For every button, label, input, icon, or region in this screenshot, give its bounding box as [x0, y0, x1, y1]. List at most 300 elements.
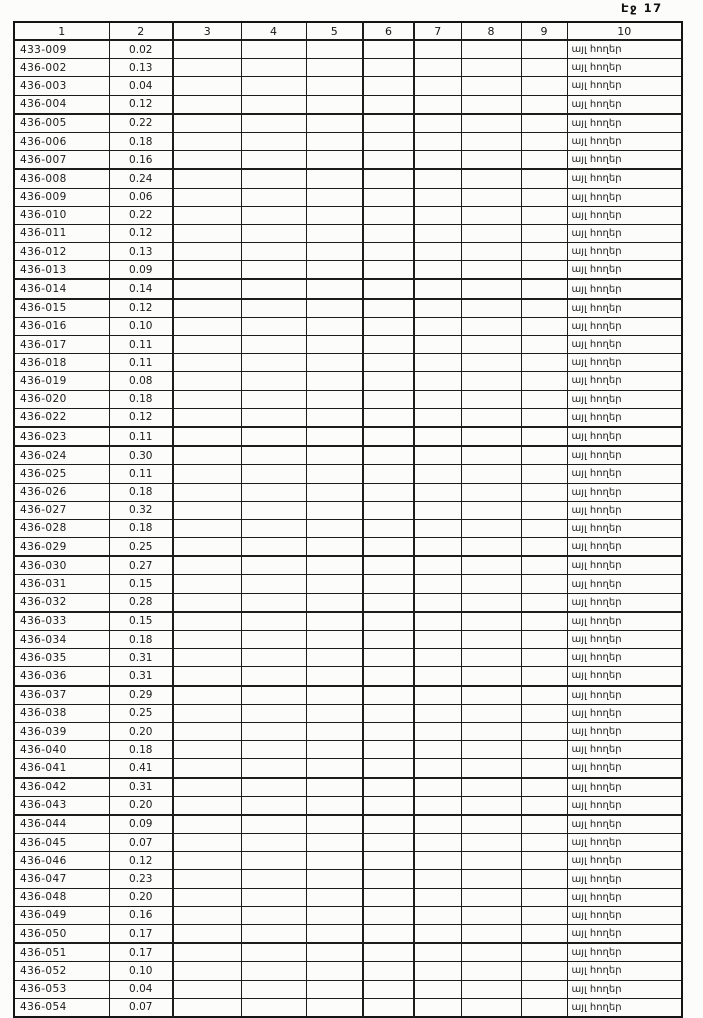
cell-empty	[306, 649, 363, 667]
cell-empty	[241, 759, 306, 778]
cell-empty	[363, 114, 414, 133]
table-row	[14, 224, 682, 242]
cell-land-type: այլ հողեր	[567, 631, 682, 649]
cell-empty	[363, 354, 414, 372]
cell-empty	[306, 483, 363, 501]
cell-empty	[173, 686, 241, 705]
cell-empty	[461, 446, 521, 465]
cell-empty	[363, 593, 414, 612]
cell-parcel-code: 436-044	[14, 815, 109, 834]
cell-parcel-code: 436-015	[14, 299, 109, 318]
cell-area-value: 0.15	[109, 575, 173, 593]
cell-parcel-code: 436-034	[14, 631, 109, 649]
cell-land-type: այլ հողեր	[567, 77, 682, 95]
cell-area-value: 0.27	[109, 556, 173, 575]
cell-empty	[414, 483, 461, 501]
cell-empty	[461, 299, 521, 318]
cell-empty	[306, 998, 363, 1017]
cell-empty	[521, 354, 567, 372]
cell-empty	[363, 206, 414, 224]
cell-empty	[173, 188, 241, 206]
cell-land-type: այլ հողեր	[567, 206, 682, 224]
cell-empty	[306, 243, 363, 261]
cell-area-value: 0.25	[109, 538, 173, 557]
cell-empty	[306, 796, 363, 815]
cell-empty	[241, 815, 306, 834]
table-row	[14, 612, 682, 631]
cell-empty	[414, 132, 461, 150]
cell-empty	[241, 593, 306, 612]
table-row	[14, 778, 682, 797]
cell-parcel-code: 436-024	[14, 446, 109, 465]
cell-empty	[363, 132, 414, 150]
table-row	[14, 188, 682, 206]
cell-parcel-code: 436-020	[14, 390, 109, 408]
cell-empty	[521, 888, 567, 906]
cell-empty	[241, 224, 306, 242]
land-parcels-table	[13, 21, 683, 1018]
cell-empty	[306, 372, 363, 390]
cell-empty	[241, 243, 306, 261]
table-row	[14, 114, 682, 133]
cell-empty	[306, 206, 363, 224]
cell-empty	[241, 943, 306, 962]
cell-area-value: 0.18	[109, 519, 173, 537]
cell-empty	[363, 279, 414, 298]
cell-empty	[521, 243, 567, 261]
cell-empty	[241, 427, 306, 446]
cell-area-value: 0.13	[109, 59, 173, 77]
cell-empty	[363, 336, 414, 354]
cell-empty	[461, 870, 521, 888]
table-row	[14, 390, 682, 408]
table-row	[14, 132, 682, 150]
cell-empty	[241, 336, 306, 354]
cell-land-type: այլ հողեր	[567, 95, 682, 114]
cell-parcel-code: 436-005	[14, 114, 109, 133]
cell-land-type: այլ հողեր	[567, 575, 682, 593]
cell-empty	[521, 390, 567, 408]
cell-empty	[414, 224, 461, 242]
cell-land-type: այլ հողեր	[567, 834, 682, 852]
cell-empty	[241, 575, 306, 593]
cell-empty	[363, 188, 414, 206]
cell-area-value: 0.10	[109, 317, 173, 335]
cell-empty	[363, 667, 414, 686]
cell-empty	[414, 519, 461, 537]
cell-land-type: այլ հողեր	[567, 593, 682, 612]
cell-empty	[521, 796, 567, 815]
cell-empty	[306, 870, 363, 888]
table-row	[14, 465, 682, 483]
cell-empty	[241, 538, 306, 557]
cell-parcel-code: 436-042	[14, 778, 109, 797]
cell-land-type: այլ հողեր	[567, 612, 682, 631]
cell-empty	[241, 612, 306, 631]
cell-empty	[363, 169, 414, 188]
cell-land-type: այլ հողեր	[567, 372, 682, 390]
cell-area-value: 0.09	[109, 261, 173, 280]
cell-empty	[363, 815, 414, 834]
cell-empty	[173, 336, 241, 354]
column-header: 10	[567, 22, 682, 40]
table-row	[14, 888, 682, 906]
cell-land-type: այլ հողեր	[567, 336, 682, 354]
cell-empty	[173, 317, 241, 335]
cell-empty	[363, 151, 414, 170]
table-row	[14, 870, 682, 888]
cell-empty	[521, 686, 567, 705]
cell-empty	[173, 741, 241, 759]
cell-area-value: 0.20	[109, 796, 173, 815]
cell-empty	[363, 40, 414, 59]
cell-empty	[306, 261, 363, 280]
cell-empty	[461, 667, 521, 686]
cell-land-type: այլ հողեր	[567, 390, 682, 408]
cell-empty	[241, 95, 306, 114]
table-row	[14, 261, 682, 280]
cell-land-type: այլ հողեր	[567, 483, 682, 501]
cell-empty	[414, 556, 461, 575]
cell-empty	[173, 778, 241, 797]
cell-empty	[521, 501, 567, 519]
cell-empty	[306, 667, 363, 686]
cell-empty	[241, 556, 306, 575]
cell-empty	[414, 151, 461, 170]
cell-empty	[461, 465, 521, 483]
cell-empty	[173, 906, 241, 924]
cell-parcel-code: 436-046	[14, 852, 109, 870]
cell-parcel-code: 436-012	[14, 243, 109, 261]
table-row	[14, 852, 682, 870]
cell-empty	[241, 519, 306, 537]
cell-empty	[363, 372, 414, 390]
cell-empty	[241, 390, 306, 408]
cell-empty	[461, 980, 521, 998]
cell-empty	[363, 722, 414, 740]
cell-parcel-code: 436-038	[14, 704, 109, 722]
cell-empty	[461, 834, 521, 852]
cell-empty	[363, 556, 414, 575]
cell-parcel-code: 436-019	[14, 372, 109, 390]
cell-empty	[414, 279, 461, 298]
cell-empty	[414, 686, 461, 705]
cell-empty	[306, 77, 363, 95]
cell-empty	[461, 354, 521, 372]
cell-empty	[461, 206, 521, 224]
cell-empty	[521, 132, 567, 150]
cell-area-value: 0.11	[109, 465, 173, 483]
cell-empty	[414, 188, 461, 206]
cell-empty	[363, 888, 414, 906]
cell-parcel-code: 436-006	[14, 132, 109, 150]
cell-empty	[173, 40, 241, 59]
cell-empty	[306, 427, 363, 446]
cell-area-value: 0.12	[109, 299, 173, 318]
cell-empty	[173, 925, 241, 944]
cell-empty	[521, 980, 567, 998]
cell-parcel-code: 436-022	[14, 408, 109, 427]
table-row	[14, 169, 682, 188]
cell-empty	[414, 261, 461, 280]
cell-parcel-code: 436-050	[14, 925, 109, 944]
cell-empty	[241, 906, 306, 924]
cell-empty	[461, 538, 521, 557]
cell-empty	[173, 427, 241, 446]
cell-empty	[241, 722, 306, 740]
cell-empty	[306, 59, 363, 77]
cell-empty	[521, 40, 567, 59]
table-row	[14, 834, 682, 852]
cell-area-value: 0.18	[109, 390, 173, 408]
cell-empty	[241, 59, 306, 77]
cell-land-type: այլ հողեր	[567, 465, 682, 483]
cell-land-type: այլ հողեր	[567, 888, 682, 906]
cell-empty	[306, 279, 363, 298]
cell-empty	[241, 501, 306, 519]
cell-empty	[306, 408, 363, 427]
table-row	[14, 519, 682, 537]
cell-empty	[241, 649, 306, 667]
cell-empty	[521, 962, 567, 980]
cell-empty	[461, 852, 521, 870]
cell-empty	[414, 741, 461, 759]
table-row	[14, 151, 682, 170]
cell-empty	[241, 299, 306, 318]
cell-land-type: այլ հողեր	[567, 427, 682, 446]
cell-empty	[414, 796, 461, 815]
cell-empty	[414, 114, 461, 133]
cell-land-type: այլ հողեր	[567, 354, 682, 372]
cell-empty	[363, 59, 414, 77]
cell-empty	[306, 778, 363, 797]
page-number-label: Էջ 17	[621, 1, 663, 15]
cell-empty	[461, 372, 521, 390]
cell-empty	[521, 224, 567, 242]
table-header	[14, 22, 682, 40]
cell-empty	[461, 998, 521, 1017]
cell-empty	[306, 834, 363, 852]
cell-empty	[363, 483, 414, 501]
cell-parcel-code: 436-029	[14, 538, 109, 557]
cell-land-type: այլ հողեր	[567, 40, 682, 59]
cell-empty	[521, 704, 567, 722]
cell-empty	[461, 593, 521, 612]
table-row	[14, 815, 682, 834]
cell-empty	[414, 888, 461, 906]
cell-empty	[414, 722, 461, 740]
cell-empty	[461, 390, 521, 408]
cell-empty	[521, 299, 567, 318]
cell-parcel-code: 436-025	[14, 465, 109, 483]
cell-empty	[461, 631, 521, 649]
cell-parcel-code: 436-008	[14, 169, 109, 188]
cell-empty	[173, 446, 241, 465]
table-row	[14, 925, 682, 944]
cell-empty	[306, 556, 363, 575]
cell-empty	[306, 593, 363, 612]
cell-empty	[241, 206, 306, 224]
cell-empty	[241, 980, 306, 998]
cell-land-type: այլ հողեր	[567, 980, 682, 998]
cell-empty	[306, 465, 363, 483]
cell-empty	[461, 317, 521, 335]
cell-empty	[241, 151, 306, 170]
table-row	[14, 317, 682, 335]
cell-empty	[241, 704, 306, 722]
cell-parcel-code: 436-030	[14, 556, 109, 575]
cell-empty	[241, 169, 306, 188]
table-row	[14, 299, 682, 318]
cell-empty	[414, 612, 461, 631]
cell-area-value: 0.16	[109, 151, 173, 170]
cell-empty	[306, 169, 363, 188]
cell-area-value: 0.13	[109, 243, 173, 261]
cell-empty	[363, 261, 414, 280]
cell-empty	[363, 243, 414, 261]
cell-empty	[306, 188, 363, 206]
cell-empty	[521, 667, 567, 686]
cell-empty	[461, 77, 521, 95]
cell-empty	[521, 261, 567, 280]
cell-land-type: այլ հողեր	[567, 778, 682, 797]
cell-parcel-code: 436-035	[14, 649, 109, 667]
cell-empty	[363, 796, 414, 815]
cell-empty	[241, 317, 306, 335]
cell-land-type: այլ հողեր	[567, 188, 682, 206]
cell-empty	[521, 483, 567, 501]
cell-empty	[521, 834, 567, 852]
cell-empty	[461, 888, 521, 906]
cell-empty	[461, 261, 521, 280]
cell-land-type: այլ հողեր	[567, 59, 682, 77]
cell-empty	[241, 77, 306, 95]
cell-empty	[414, 169, 461, 188]
cell-empty	[521, 925, 567, 944]
cell-empty	[363, 852, 414, 870]
cell-area-value: 0.15	[109, 612, 173, 631]
cell-empty	[173, 354, 241, 372]
cell-empty	[173, 95, 241, 114]
cell-empty	[306, 354, 363, 372]
cell-empty	[306, 686, 363, 705]
cell-empty	[306, 299, 363, 318]
cell-empty	[363, 870, 414, 888]
cell-empty	[414, 667, 461, 686]
cell-empty	[521, 943, 567, 962]
cell-empty	[241, 998, 306, 1017]
cell-empty	[363, 95, 414, 114]
cell-empty	[461, 796, 521, 815]
column-header: 9	[521, 22, 567, 40]
table-row	[14, 501, 682, 519]
cell-parcel-code: 436-028	[14, 519, 109, 537]
cell-empty	[173, 132, 241, 150]
cell-empty	[173, 834, 241, 852]
cell-empty	[241, 834, 306, 852]
cell-land-type: այլ հողեր	[567, 408, 682, 427]
cell-parcel-code: 436-003	[14, 77, 109, 95]
cell-area-value: 0.06	[109, 188, 173, 206]
cell-empty	[521, 998, 567, 1017]
cell-empty	[414, 299, 461, 318]
column-header: 5	[306, 22, 363, 40]
cell-empty	[241, 279, 306, 298]
cell-empty	[363, 317, 414, 335]
cell-parcel-code: 436-016	[14, 317, 109, 335]
cell-empty	[363, 943, 414, 962]
cell-empty	[173, 998, 241, 1017]
cell-empty	[363, 980, 414, 998]
cell-empty	[461, 408, 521, 427]
table-row	[14, 759, 682, 778]
cell-empty	[521, 279, 567, 298]
cell-empty	[461, 243, 521, 261]
cell-area-value: 0.04	[109, 980, 173, 998]
cell-area-value: 0.09	[109, 815, 173, 834]
cell-empty	[306, 741, 363, 759]
cell-empty	[363, 501, 414, 519]
cell-empty	[521, 114, 567, 133]
column-header: 3	[173, 22, 241, 40]
cell-empty	[306, 132, 363, 150]
cell-area-value: 0.18	[109, 631, 173, 649]
cell-parcel-code: 436-009	[14, 188, 109, 206]
cell-empty	[173, 612, 241, 631]
cell-empty	[414, 77, 461, 95]
cell-empty	[363, 686, 414, 705]
cell-empty	[173, 962, 241, 980]
cell-empty	[461, 224, 521, 242]
header-row	[14, 22, 682, 40]
table-row	[14, 206, 682, 224]
cell-empty	[173, 722, 241, 740]
cell-empty	[461, 759, 521, 778]
cell-parcel-code: 436-041	[14, 759, 109, 778]
cell-area-value: 0.11	[109, 336, 173, 354]
table-row	[14, 354, 682, 372]
cell-area-value: 0.10	[109, 962, 173, 980]
cell-parcel-code: 436-004	[14, 95, 109, 114]
cell-empty	[461, 722, 521, 740]
cell-parcel-code: 436-031	[14, 575, 109, 593]
cell-empty	[461, 59, 521, 77]
cell-area-value: 0.23	[109, 870, 173, 888]
cell-empty	[414, 852, 461, 870]
cell-empty	[521, 59, 567, 77]
cell-land-type: այլ հողեր	[567, 114, 682, 133]
table-row	[14, 372, 682, 390]
cell-parcel-code: 436-014	[14, 279, 109, 298]
cell-empty	[241, 631, 306, 649]
cell-empty	[306, 390, 363, 408]
cell-empty	[306, 575, 363, 593]
cell-empty	[363, 998, 414, 1017]
cell-empty	[363, 925, 414, 944]
cell-empty	[173, 815, 241, 834]
cell-empty	[306, 612, 363, 631]
cell-empty	[521, 372, 567, 390]
cell-parcel-code: 436-037	[14, 686, 109, 705]
cell-area-value: 0.28	[109, 593, 173, 612]
cell-empty	[173, 501, 241, 519]
cell-empty	[521, 612, 567, 631]
cell-empty	[414, 998, 461, 1017]
cell-empty	[173, 943, 241, 962]
cell-empty	[414, 59, 461, 77]
cell-empty	[363, 446, 414, 465]
cell-empty	[414, 336, 461, 354]
